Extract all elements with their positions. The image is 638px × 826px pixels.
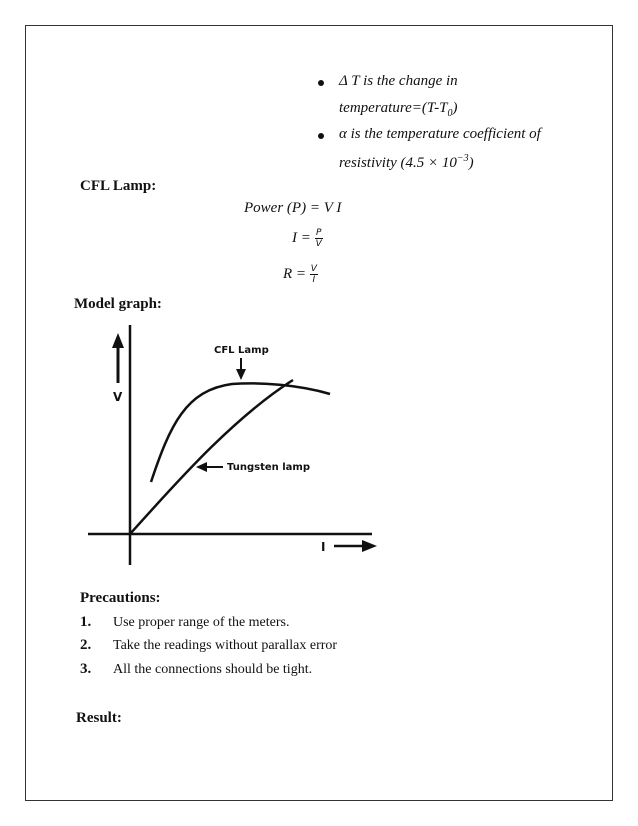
precaution-number: 3. [80,661,92,677]
resistance-equation: R = $\frac{V}{I}$ [283,264,317,285]
precautions-heading: Precautions: [80,590,161,606]
precaution-number: 2. [80,637,92,653]
precaution-text: Use proper range of the meters. [113,615,290,630]
current-equation: I = $\frac{P}{V}$ [292,228,322,249]
cfl-heading: CFL Lamp: [80,178,157,194]
bullet-1-line-2: $temperature=(T-T_0)$ [339,100,458,119]
cfl-pointer-head [236,369,246,380]
precaution-text: All the connections should be tight. [113,662,313,677]
i-axis-label: I [321,540,326,554]
tungsten-curve-label: Tungsten lamp [227,462,310,473]
result-heading: Result: [76,710,122,726]
cfl-curve-label: CFL Lamp [214,345,269,356]
tungsten-pointer-head [196,462,207,472]
power-equation: Power (P) = V I [244,200,342,216]
precaution-text: Take the readings without parallax error [113,638,338,653]
precaution-number: 1. [80,614,92,630]
current-fraction: $\frac{P}{V}$ [315,228,322,249]
v-arrow-head [112,333,124,348]
resistance-fraction: $\frac{V}{I}$ [310,264,317,285]
v-axis-label: V [113,390,123,404]
tungsten-curve [130,380,293,534]
bullet-1-line-1: Δ T is the change in [339,73,458,89]
model-graph-heading: Model graph: [74,296,162,312]
bullet-2-line-2: resistivity $(4.5 \times 10^{-3})$ [339,153,474,171]
i-arrow-head [362,540,377,552]
bullet-2-line-1: α is the temperature coefficient of [339,126,541,142]
